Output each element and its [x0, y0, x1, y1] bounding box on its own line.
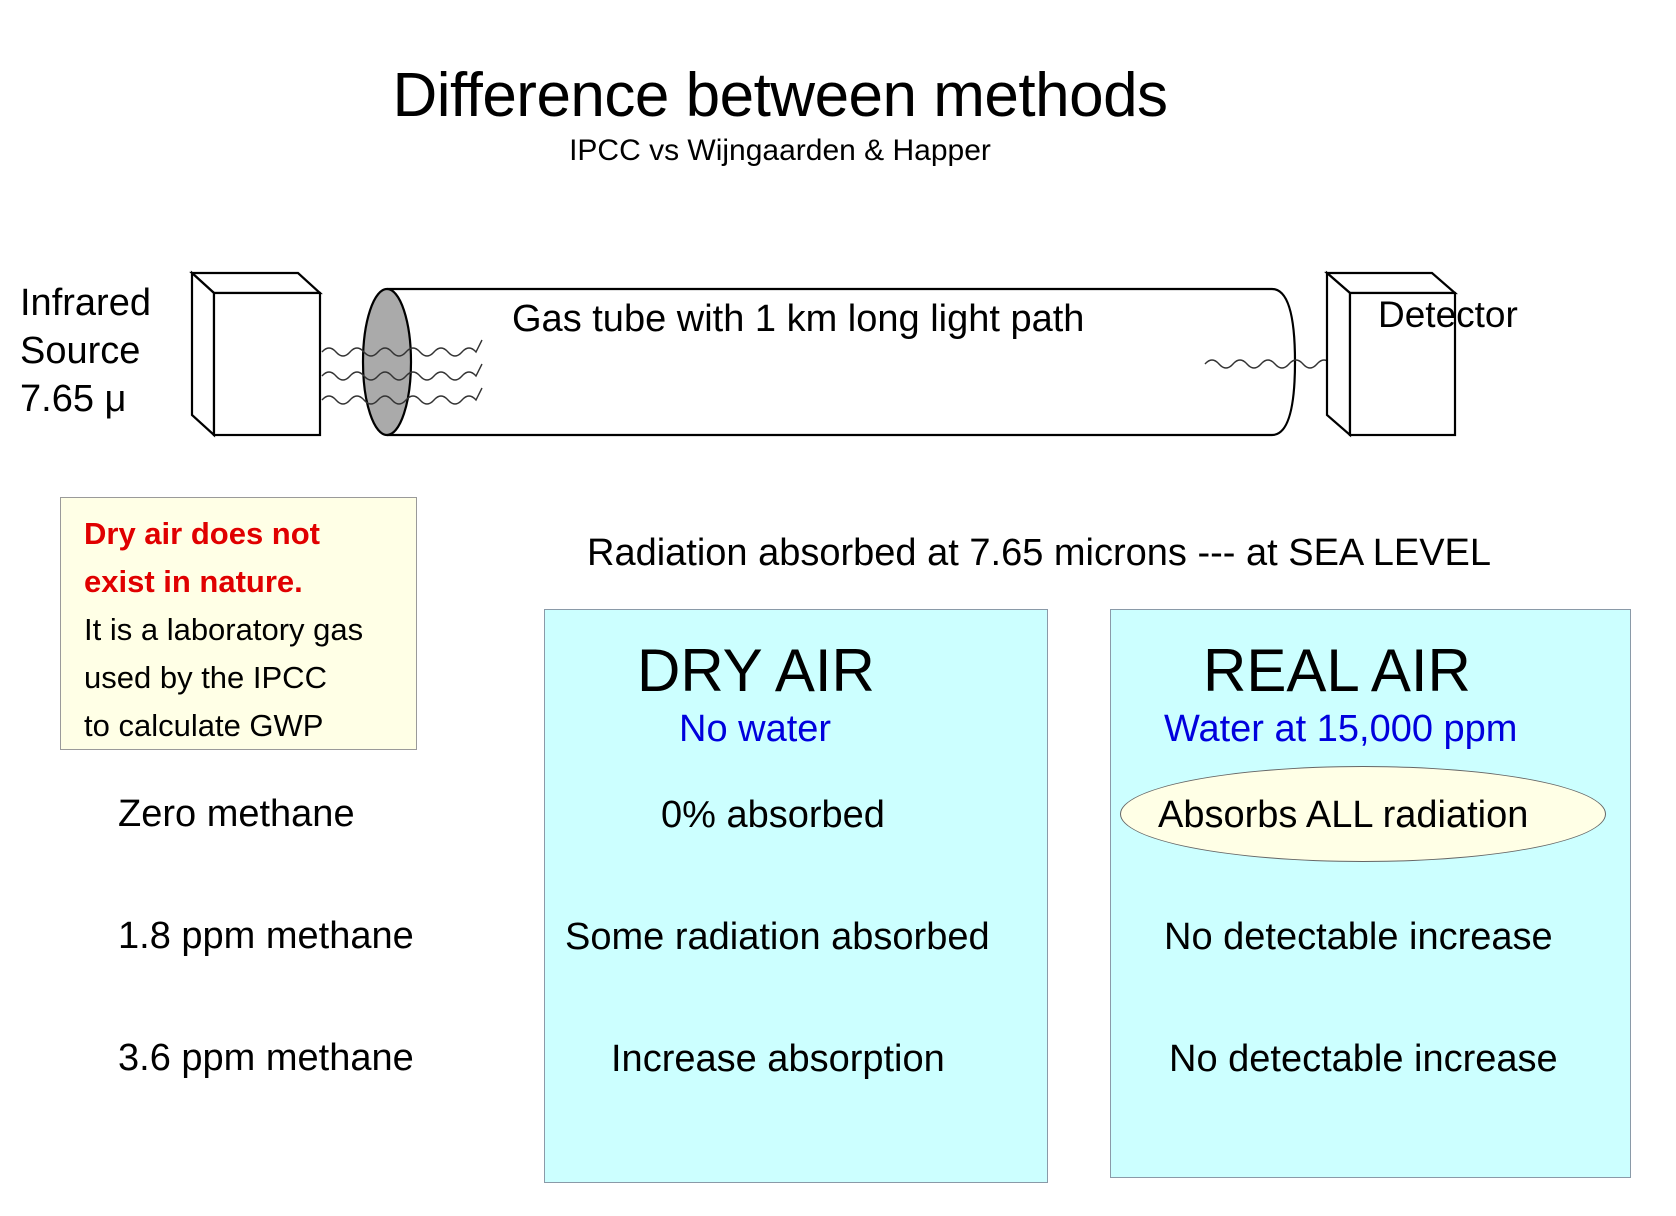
source-label-line-3: 7.65 μ [20, 378, 127, 420]
note-red-line: exist in nature. [84, 564, 303, 599]
note-red-line: Dry air does not [84, 516, 320, 551]
tube-label: Gas tube with 1 km long light path [512, 298, 1085, 340]
dry-air-panel [544, 609, 1048, 1183]
note-line: used by the IPCC [84, 660, 327, 695]
dry-air-subtitle: No water [679, 708, 832, 750]
dry-air-3-6-ppm-result: Increase absorption [611, 1038, 945, 1080]
dry-air-note [60, 497, 417, 750]
radiation-heading: Radiation absorbed at 7.65 microns --- at SEA LEVEL [587, 532, 1492, 574]
tube-window-ellipse-icon [363, 289, 411, 435]
source-label-line-1: Infrared [20, 282, 151, 324]
row-label-3-6-ppm: 3.6 ppm methane [118, 1037, 414, 1079]
real-air-panel [1110, 609, 1631, 1178]
note-line: It is a laboratory gas [84, 612, 364, 647]
dry-air-1-8-ppm-result: Some radiation absorbed [565, 916, 990, 958]
detector-label: Detector [1378, 294, 1518, 335]
real-air-zero-methane-result: Absorbs ALL radiation [1158, 794, 1529, 836]
page-title: Difference between methods [392, 61, 1168, 130]
infrared-source-box-icon [192, 273, 320, 435]
row-label-1-8-ppm: 1.8 ppm methane [118, 915, 414, 957]
real-air-subtitle: Water at 15,000 ppm [1164, 708, 1518, 750]
real-air-1-8-ppm-result: No detectable increase [1164, 916, 1553, 958]
page-subtitle: IPCC vs Wijngaarden & Happer [569, 134, 991, 167]
dry-air-zero-methane-result: 0% absorbed [661, 794, 885, 836]
real-air-title: REAL AIR [1203, 637, 1471, 704]
dry-air-title: DRY AIR [637, 637, 875, 704]
apparatus-diagram [0, 0, 1676, 500]
real-air-3-6-ppm-result: No detectable increase [1169, 1038, 1558, 1080]
source-label-line-2: Source [20, 330, 141, 372]
row-label-zero-methane: Zero methane [118, 793, 355, 835]
note-line: to calculate GWP [84, 708, 324, 743]
